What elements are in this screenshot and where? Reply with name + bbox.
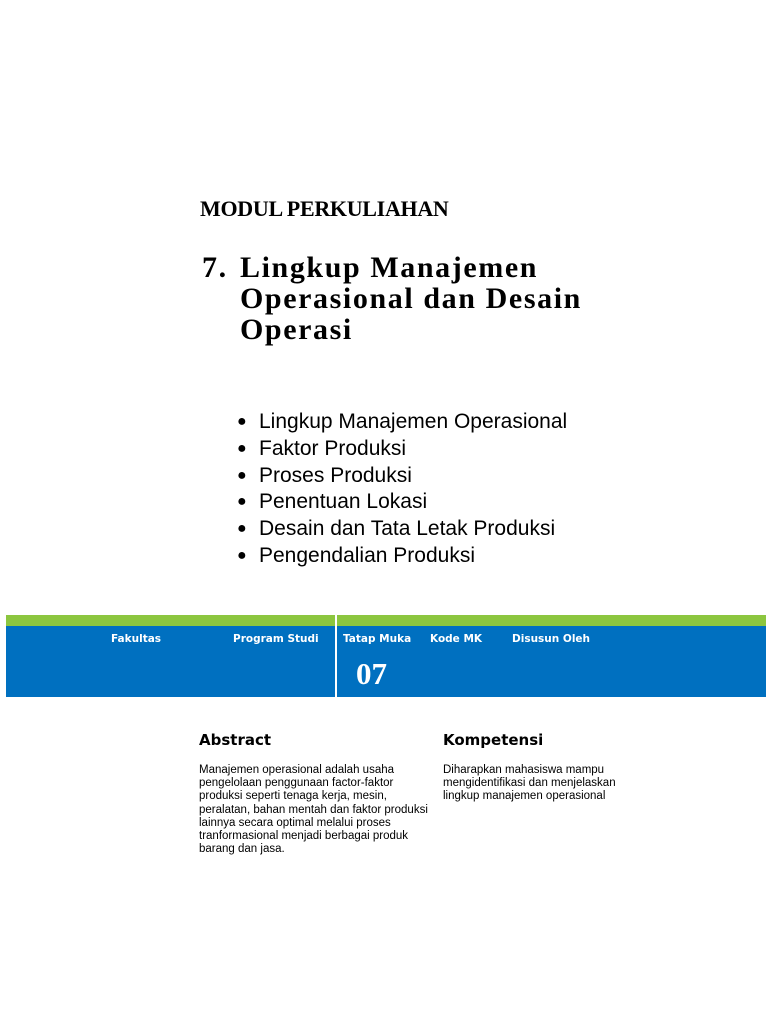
header-kode-mk: Kode MK bbox=[430, 633, 483, 645]
header-fakultas: Fakultas bbox=[111, 633, 162, 645]
header-program-studi: Program Studi bbox=[233, 633, 319, 645]
title-text: Lingkup Manajemen Operasional dan Desain Operasi bbox=[240, 251, 582, 346]
abstract-body: Manajemen operasional adalah usaha pengelolaan penggunaan factor-faktor produksi seperti tenaga kerja, mesin, peralatan, bahan mentah dan faktor produksi lainnya secara optimal melalui proses tranformasional menjadi berbagai produk barang dan jasa. bbox=[199, 764, 428, 856]
list-item: ● Pengendalian Produksi bbox=[234, 543, 567, 570]
module-label: MODUL PERKULIAHAN bbox=[200, 196, 449, 221]
list-item: ● Lingkup Manajemen Operasional bbox=[234, 409, 567, 436]
info-bar-divider bbox=[335, 615, 337, 697]
bullet-icon: ● bbox=[237, 546, 247, 564]
title-number: 7. bbox=[202, 251, 228, 284]
list-item: ● Penentuan Lokasi bbox=[234, 489, 567, 516]
bullet-icon: ● bbox=[237, 439, 247, 457]
bullet-icon: ● bbox=[237, 466, 247, 484]
topic-list bbox=[234, 409, 567, 570]
bullet-icon: ● bbox=[237, 493, 247, 511]
header-disusun-oleh: Disusun Oleh bbox=[512, 633, 591, 645]
page-title bbox=[202, 252, 682, 345]
list-item: ● Desain dan Tata Letak Produksi bbox=[234, 516, 567, 543]
list-item: ● Faktor Produksi bbox=[234, 436, 567, 463]
abstract-title: Abstract bbox=[199, 731, 272, 749]
bullet-icon: ● bbox=[237, 413, 247, 430]
list-item: ● Proses Produksi bbox=[234, 463, 567, 490]
kompetensi-title: Kompetensi bbox=[443, 731, 544, 749]
kompetensi-body: Diharapkan mahasiswa mampu mengidentifikasi dan menjelaskan lingkup manajemen operasional bbox=[443, 764, 616, 803]
tatap-muka-value: 07 bbox=[356, 656, 387, 691]
info-bar-green-stripe bbox=[6, 615, 766, 626]
header-tatap-muka: Tatap Muka bbox=[343, 633, 412, 645]
bullet-icon: ● bbox=[237, 520, 247, 538]
